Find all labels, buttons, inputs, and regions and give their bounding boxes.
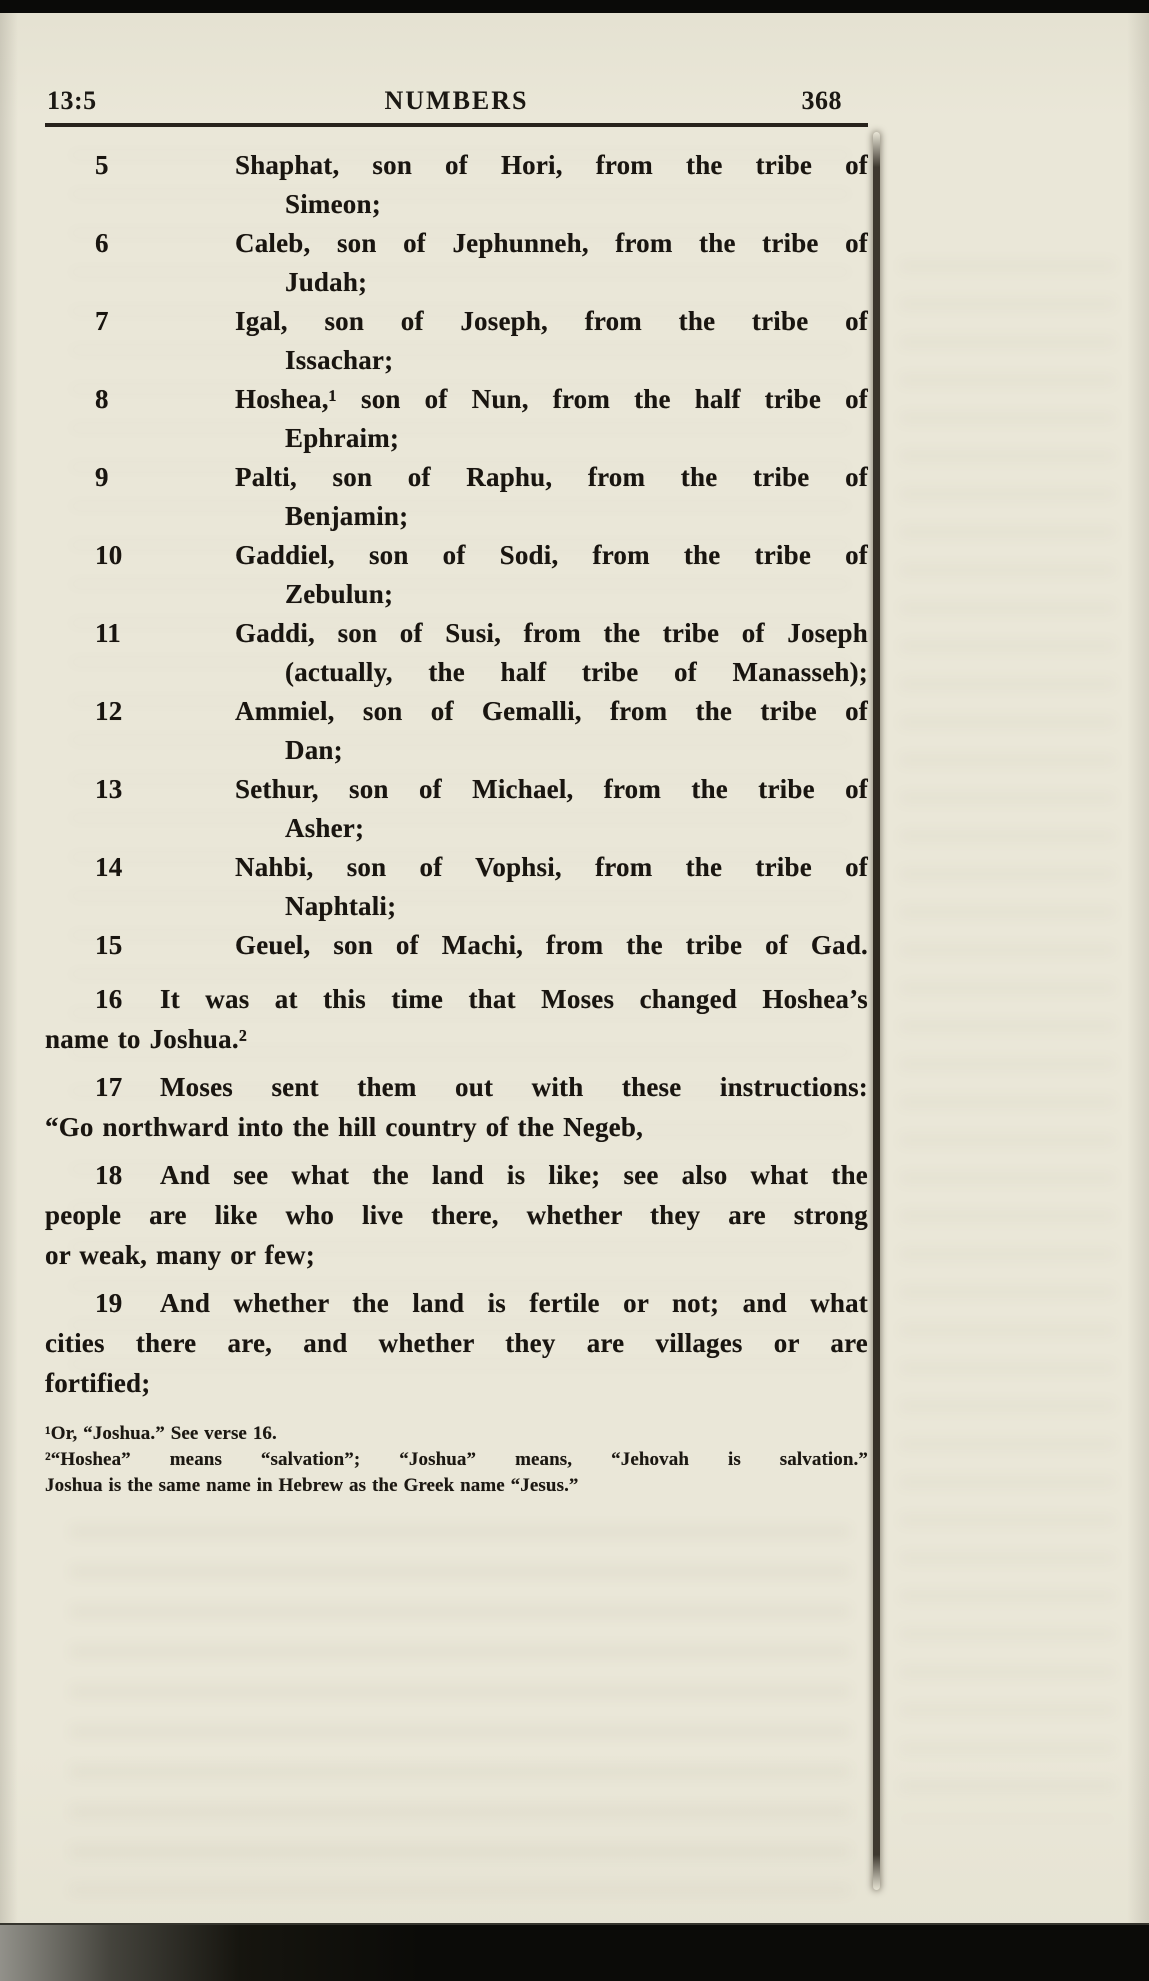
- book-title: NUMBERS: [384, 86, 529, 115]
- verse-paragraphs: [45, 979, 868, 1403]
- verse-line: Gaddi, son of Susi, from the tribe of Joseph: [235, 618, 868, 648]
- verse-line: Judah;: [285, 267, 368, 297]
- page-showthrough-right: [900, 260, 1115, 1820]
- verse-line: Dan;: [285, 735, 343, 765]
- scan-edge-bottom: [0, 1923, 1149, 1981]
- header-rule: [45, 123, 868, 127]
- verse-number: 8: [95, 384, 109, 414]
- verse-line: fortified;: [45, 1368, 151, 1398]
- verse-item: [45, 848, 868, 926]
- verse-item: [45, 458, 868, 536]
- verse-number: 19: [95, 1288, 123, 1318]
- verse-line: Igal, son of Joseph, from the tribe of: [235, 306, 868, 336]
- verse-item: [45, 770, 868, 848]
- verse-line: Naphtali;: [285, 891, 397, 921]
- verse-line: Gaddiel, son of Sodi, from the tribe of: [235, 540, 868, 570]
- verse-line: people are like who live there, whether they are strong: [45, 1200, 868, 1230]
- verse-number: 18: [95, 1160, 123, 1190]
- verse-line: Hoshea,¹ son of Nun, from the half tribe of: [235, 384, 868, 414]
- verse-item: [45, 926, 868, 965]
- verse-number: 11: [95, 618, 121, 648]
- verse-line: Zebulun;: [285, 579, 394, 609]
- text-column: [45, 146, 868, 1499]
- verse-item: [45, 224, 868, 302]
- verse-line: [45, 1155, 868, 1195]
- scan-edge-left: [0, 13, 18, 1925]
- verse-number: 16: [95, 984, 123, 1014]
- verse-line: Ammiel, son of Gemalli, from the tribe of: [235, 696, 868, 726]
- verse-line: Simeon;: [285, 189, 381, 219]
- verse-line: Caleb, son of Jephunneh, from the tribe of: [235, 228, 868, 258]
- verse-item: [45, 614, 868, 692]
- verse-line: (actually, the half tribe of Manasseh);: [285, 657, 868, 687]
- verse-text: Moses sent them out with these instructions:: [160, 1072, 868, 1102]
- verse-item: [45, 1283, 868, 1403]
- verse-line: Sethur, son of Michael, from the tribe of: [235, 774, 868, 804]
- verse-line: Shaphat, son of Hori, from the tribe of: [235, 150, 868, 180]
- page-header: [45, 86, 868, 120]
- footnotes: [45, 1421, 868, 1499]
- footnote-line: Joshua is the same name in Hebrew as the Greek name “Jesus.”: [45, 1475, 579, 1496]
- verse-number: 15: [95, 930, 123, 960]
- verse-line: Nahbi, son of Vophsi, from the tribe of: [235, 852, 868, 882]
- verse-number: 10: [95, 540, 123, 570]
- verse-text: And whether the land is fertile or not; and what: [160, 1288, 868, 1318]
- verse-line: [45, 1067, 868, 1107]
- footnote-line: ²“Hoshea” means “salvation”; “Joshua” means, “Jehovah is salvation.”: [45, 1449, 868, 1470]
- verse-line: “Go northward into the hill country of the Negeb,: [45, 1112, 644, 1142]
- verse-number: 13: [95, 774, 123, 804]
- page-gutter-shadow: [873, 132, 880, 1890]
- verse-item: [45, 536, 868, 614]
- verse-line: Asher;: [285, 813, 365, 843]
- verse-number: 14: [95, 852, 123, 882]
- page-number: 368: [801, 86, 842, 115]
- verse-line: Ephraim;: [285, 423, 400, 453]
- verse-line: Palti, son of Raphu, from the tribe of: [235, 462, 868, 492]
- verse-number: 5: [95, 150, 109, 180]
- verse-text: It was at this time that Moses changed Hoshea’s: [160, 984, 868, 1014]
- verse-line: or weak, many or few;: [45, 1240, 315, 1270]
- verse-line: [45, 979, 868, 1019]
- verse-line: Benjamin;: [285, 501, 409, 531]
- scan-edge-right: [1127, 13, 1149, 1925]
- verse-line: [45, 1283, 868, 1323]
- verse-line: cities there are, and whether they are villages or are: [45, 1328, 868, 1358]
- scan-edge-top: [0, 0, 1149, 13]
- verse-item: [45, 979, 868, 1059]
- verse-item: [45, 692, 868, 770]
- verse-number: 17: [95, 1072, 123, 1102]
- verse-line: name to Joshua.²: [45, 1024, 248, 1054]
- verse-item: [45, 302, 868, 380]
- page-showthrough-lower: [70, 1525, 850, 1895]
- verse-text: And see what the land is like; see also what the: [160, 1160, 868, 1190]
- verse-number: 7: [95, 306, 109, 336]
- verse-line: Geuel, son of Machi, from the tribe of Gad.: [235, 930, 868, 960]
- chapter-verse-reference: 13:5: [47, 86, 97, 115]
- verse-number: 6: [95, 228, 109, 258]
- footnote-line: ¹Or, “Joshua.” See verse 16.: [45, 1423, 277, 1444]
- verse-item: [45, 1067, 868, 1147]
- verse-line: Issachar;: [285, 345, 394, 375]
- verse-item: [45, 1155, 868, 1275]
- verse-item: [45, 380, 868, 458]
- verse-number: 12: [95, 696, 123, 726]
- verse-number: 9: [95, 462, 109, 492]
- verse-list: [45, 146, 868, 965]
- verse-item: [45, 146, 868, 224]
